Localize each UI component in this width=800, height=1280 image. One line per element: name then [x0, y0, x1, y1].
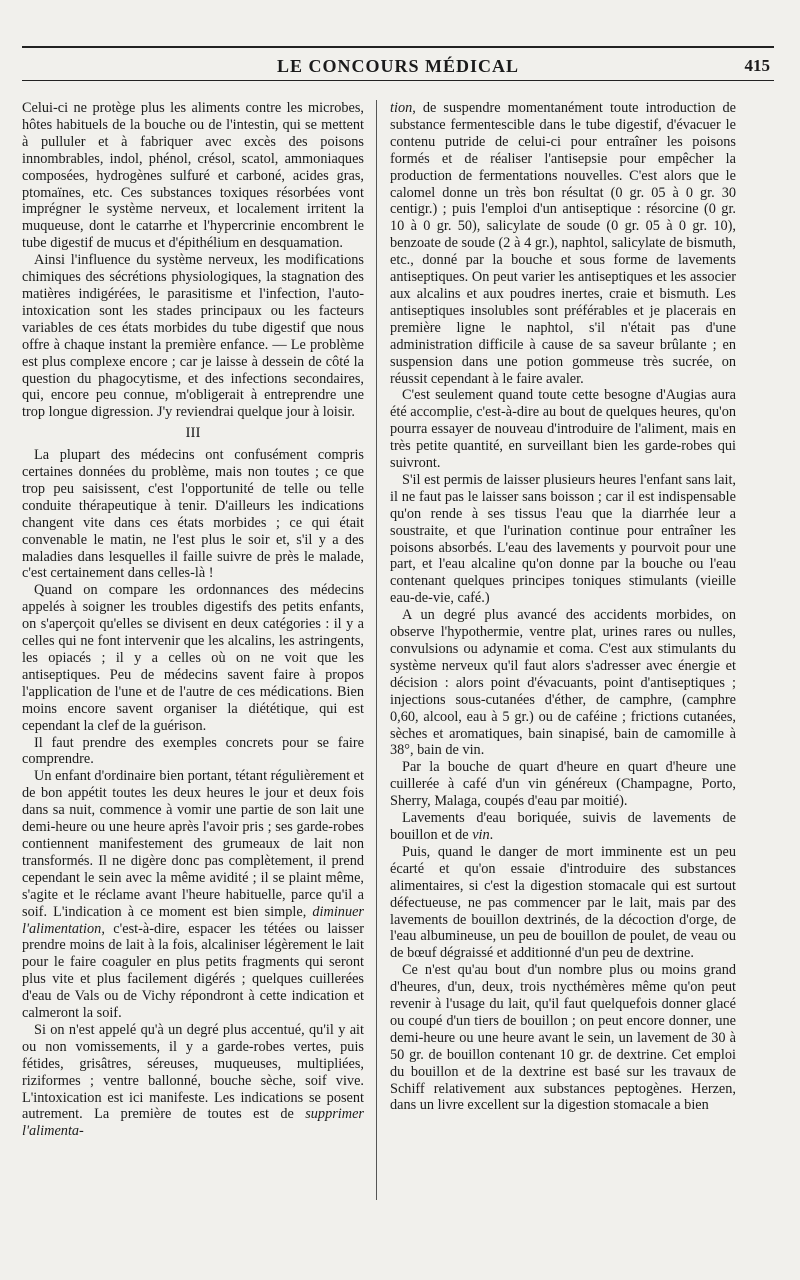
- page-header: [22, 46, 774, 86]
- right-column: [390, 100, 736, 1210]
- text-run: Si on n'est appelé qu'à un degré plus accentué, qu'il y ait ou non vomissements, il y a garde-robes vertes, puis fétides, grisâtres, séreuses, muqueuses, multipliées, riziformes ; ventre ballonné, bouche sèche, soif vive. L'intoxication est ici manifeste. Les indications se posent autrement. La première de toutes est de: [22, 1021, 364, 1123]
- emphasis: supprimer l'alimenta-: [22, 1106, 364, 1140]
- page-number: 415: [744, 56, 770, 75]
- paragraph: [390, 100, 736, 387]
- paragraph: Quand on compare les ordonnances des médecins appelés à soigner les troubles digestifs des petits enfants, on s'aperçoit qu'elles se divisent en deux catégories : il y a celles qui ne font intervenir que les alcalins, les astringents, les opiacés ; il y a celles où on ne voit que les antiseptiques. Peu de médecins savent faire à propos l'application de l'une et de l'autre de ces médications. Bien moins encore savent organiser la diététique, qui est cependant la clef de la guérison.: [22, 582, 364, 734]
- column-divider: [376, 100, 377, 1200]
- paragraph: Par la bouche de quart d'heure en quart d'heure une cuillerée à café d'un vin généreux (Champagne, Porto, Sherry, Malaga, coupés d'eau par moitié).: [390, 759, 736, 810]
- paragraph: A un degré plus avancé des accidents morbides, on observe l'hypothermie, ventre plat, urines rares ou nulles, convulsions ou adynamie et coma. C'est aux stimulants du système nerveux qu'il faut alors s'adresser avec énergie et décision : alors point d'évacuants, point d'antiseptiques ; injections sous-cutanées d'éther, de camphre, (camphre 0,60, alcool, eau à 5 gr.) ou de caféine ; frictions cutanées, sèches et aromatiques, bain sinapisé, bain de camomille à 38°, bain de vin.: [390, 607, 736, 759]
- paragraph: La plupart des médecins ont confusément compris certaines données du problème, mais non toutes ; ce que trop peu saisissent, c'est l'opportunité de telle ou telle conduite thérapeutique à tenir. D'ailleurs les indications changent vite dans ces états morbides ; ce qui était convenable le matin, ne l'est plus le soir et, s'il y a des maladies dans lesquelles il faille suivre de près le malade, c'est certainement dans celles-là !: [22, 447, 364, 582]
- text-run: , c'est-à-dire, espacer les tétées ou laisser prendre moins de lait à la fois, alcaliniser légèrement le lait pour le faire coaguler en plus petits fragments qui seront plus vite et plus facilement digérés ; quelques cuillerées d'eau de Vals ou de Vichy répondront à cette indication et calmeront la soif.: [22, 920, 364, 1022]
- text-run: , de suspendre momentanément toute introduction de substance fermentescible dans le tube digestif, d'évacuer le contenu putride de celui-ci pour entraîner les poisons formés et de réaliser l'antisepsie pour empêcher la production de fermentations nouvelles. C'est alors que le calomel donne un très bon résultat (0 gr. 05 à 0 gr. 30 centigr.) ; puis l'emploi d'un antiseptique : résorcine (0 gr. 10 à 0 gr. 50), salicylate de soude (0 gr. 05 à 0 gr. 10), benzoate de soude (2 à 4 gr.), naphtol, salicylate de bismuth, etc., donné par la bouche et sous forme de lavements antiseptiques. On peut varier les antiseptiques et les associer aux alcalins et aux poudres inertes, craie et bismuth. Les antiseptiques insolubles sont préférables et je placerais en première ligne le naphtol, s'il n'était pas d'une administration difficile à cause de sa saveur brûlante ; en suspension dans une potion gommeuse très sucrée, on réussit cependant à le faire avaler.: [390, 100, 736, 387]
- emphasis: diminuer l'alimentation: [22, 903, 364, 937]
- paragraph: [22, 768, 364, 1022]
- paragraph: C'est seulement quand toute cette besogne d'Augias aura été accomplie, c'est-à-dire au bout de quelques heures, qu'on pourra essayer de nouveau d'introduire de l'aliment, mais en très petite quantité, en surveillant bien les garde-robes qui suivront.: [390, 387, 736, 472]
- emphasis: vin: [472, 826, 490, 843]
- paragraph: Il faut prendre des exemples concrets pour se faire comprendre.: [22, 734, 364, 768]
- text-run: .: [489, 826, 494, 843]
- header-rule-top: [22, 46, 774, 48]
- paragraph: [22, 1022, 364, 1140]
- header-rule-bottom: [22, 80, 774, 81]
- paragraph: [390, 810, 736, 844]
- left-column: [22, 100, 364, 1210]
- paragraph: Celui-ci ne protège plus les aliments contre les microbes, hôtes habituels de la bouche ou de l'intestin, qui se mettent à pulluler et à fabriquer avec excès des poisons innombrables, indol, phénol, crésol, scatol, ammoniaques composées, hydrogènes sulfuré et carboné, acides gras, ptomaïnes, etc. Ces substances toxiques résorbées vont imprégner le système nerveux, et localement irritent la muqueuse, dont le catarrhe et l'hypercrinie encombrent le tube digestif de mucus et d'épithélium en desquamation.: [22, 100, 364, 252]
- text-run: Un enfant d'ordinaire bien portant, tétant régulièrement et de bon appétit toutes les deux heures le jour et deux fois dans sa nuit, commence à vomir une partie de son lait une demi-heure ou une heure après l'avoir pris ; ses garde-robes contiennent manifestement des grumeaux de lait non transformés. Il ne digère donc pas complètement, il prend cependant le sein avec la même avidité ; il se plaint même, s'agite et le réclame avant l'heure habituelle, parce qu'il a soif. L'indication à ce moment est bien simple,: [22, 768, 364, 920]
- text-run: Lavements d'eau boriquée, suivis de lavements de bouillon et de: [390, 810, 736, 843]
- paragraph: S'il est permis de laisser plusieurs heures l'enfant sans lait, il ne faut pas le laisser sans boisson ; car il est indispensable qu'on rende à ses tissus l'eau que la diarrhée leur a soustraite, et que l'urination continue pour entraîner les poisons absorbés. L'eau des lavements y pourvoit pour une part, et l'eau alcaline qu'on donne par la bouche ou l'eau contenant quelques principes toniques stimulants (vieille eau-de-vie, café.): [390, 471, 736, 607]
- section-numeral: III: [185, 425, 201, 442]
- paragraph: Ainsi l'influence du système nerveux, les modifications chimiques des sécrétions physiologiques, la stagnation des matières indigérées, le parasitisme et l'infection, l'auto-intoxication sont les stades principaux ou les facteurs variables de ces états morbides du tube digestif que nous offre à chaque instant la première enfance. — Le problème est plus complexe encore ; car je laisse à dessein de côté la question du phagocytisme, et des infections secondaires, qui, encore peu connue, m'obligerait à entreprendre une trop longue digression. J'y reviendrai quelque jour à loisir.: [22, 252, 364, 421]
- emphasis: tion: [390, 100, 413, 116]
- journal-title: LE CONCOURS MÉDICAL: [276, 56, 520, 76]
- paragraph: Ce n'est qu'au bout d'un nombre plus ou moins grand d'heures, d'un, deux, trois nycthémères même qu'on peut revenir à l'usage du lait, qu'il faut quelquefois donner glacé ou coupé d'un tiers de bouillon ; on peut encore donner, une demi-heure ou une heure avant le sein, un lavement de 30 à 50 gr. de bouillon contenant 10 gr. de dextrine. Cet emploi du bouillon et de la dextrine est basé sur les travaux de Schiff relativement aux substances peptogènes. Herzen, dans un livre excellent sur la digestion stomacale a bien: [390, 962, 736, 1114]
- paragraph: Puis, quand le danger de mort imminente est un peu écarté et qu'on essaie d'introduire des substances alimentaires, si c'est la digestion stomacale qui est surtout défectueuse, ne pas commencer par le lait, mais par des lavements de bouillon dextrinés, de la décoction d'orge, de l'eau albumineuse, un peu de bouillon de poulet, de veau ou de bœuf dégraissé et additionné d'un peu de dextrine.: [390, 843, 736, 962]
